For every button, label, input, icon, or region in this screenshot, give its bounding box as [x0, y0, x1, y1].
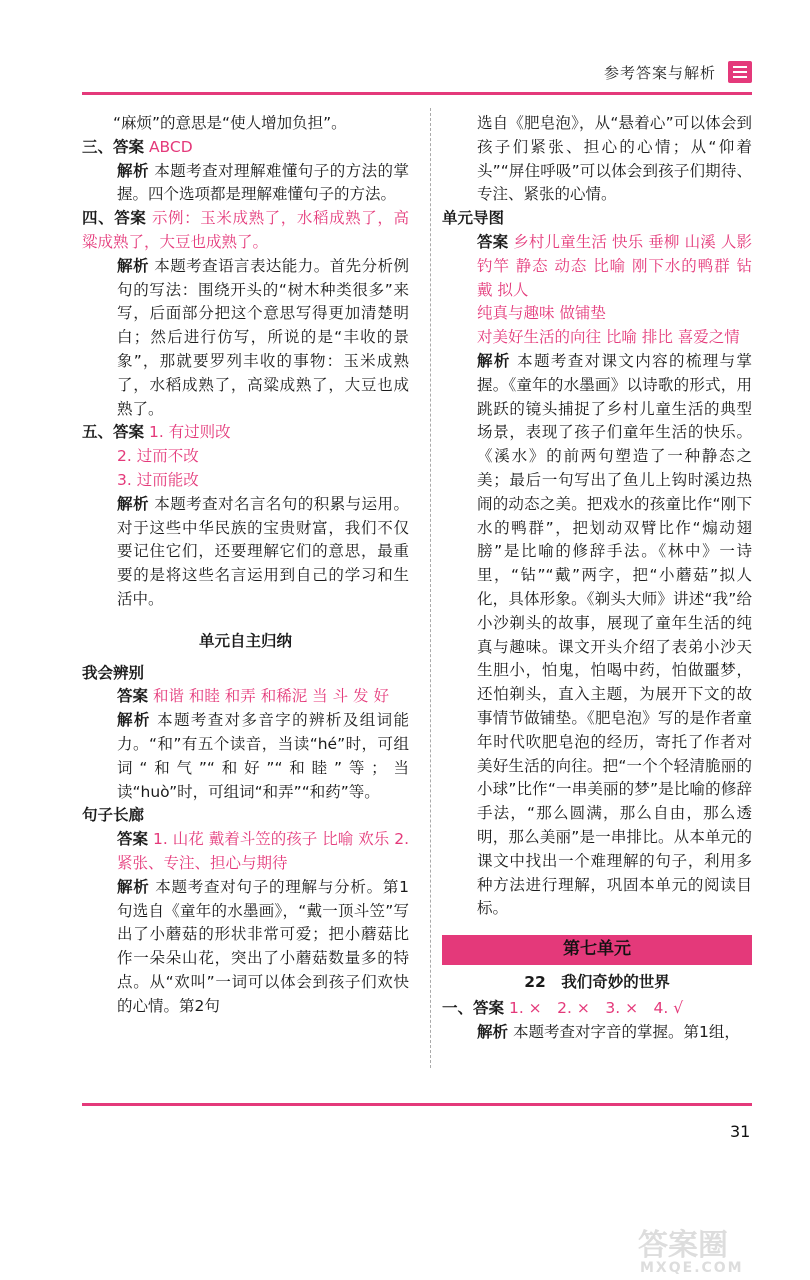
book-icon — [728, 61, 752, 83]
right-intro: 选自《肥皂泡》，从“悬着心”可以体会到孩子们紧张、担心的心情；从“仰着头”“屏住呼吸”可以体会到孩子们期待、专注、紧张的心情。 — [477, 114, 752, 204]
header-title: 参考答案与解析 — [604, 64, 717, 82]
q4-answer: 四、答案 示例：玉米成熟了，水稻成熟了，高粱成熟了，大豆也成熟了。 — [82, 209, 409, 251]
q3-analysis: 解析 本题考查对理解难懂句子的方法的掌握。四个选项都是理解难懂句子的方法。 — [117, 161, 409, 204]
q5-answer-2: 2. 过而不改 — [117, 447, 199, 466]
q5-answer: 五、答案 1. 有过则改 — [82, 423, 231, 442]
section-unit-map: 单元导图 — [442, 209, 505, 228]
map-analysis: 解析 本题考查对课文内容的梳理与掌握。《童年的水墨画》以诗歌的形式，用跳跃的镜头捕捉了乡村儿童生活的典型场景，表现了孩子们童年生活的快乐。《溪水》的前两句塑造了一种静态之美；最后一句写出了鱼儿上钩时溪边热闹的动态之美。把戏水的孩童比作“刚下水的鸭群”，把划动双臂比作“煽动翅膀”是比喻的修辞手法。《林中》一诗里，“钻”“戴”两字，把“小蘑菇”拟人化，具体形象。《剃头大师》讲述“我”给小沙剃头的故事，展现了童年生活的纯真与趣味。课文开头介绍了表弟小沙天生胆小，怕鬼，怕喝中药，怕做噩梦，还怕剃头，直入主题，为展开下文的故事情节做铺垫。《肥皂泡》写的是作者童年时代吹肥皂泡的经历，寄托了作者对美好生活的向往。把“一个个轻清脆丽的小球”比作“一串美丽的梦”是比喻的修辞手法，“那么圆满，那么自由，那么透明，那么美丽”是一串排比。从本单元的课文中找出一个难理解的句子，利用多种方法进行理解，巩固本单元的阅读目标。 — [477, 351, 752, 918]
lesson-q1-answer: 一、答案 1. × 2. × 3. × 4. √ — [442, 998, 684, 1017]
left-column — [82, 112, 409, 1018]
column-divider — [430, 108, 431, 1068]
section-wohuibianbie: 我会辨别 — [82, 663, 145, 682]
q4-analysis: 解析 本题考查语言表达能力。首先分析例句的写法：围绕开头的“树木种类很多”来写，后面部分把这个意思写得更加清楚明白；然后进行仿写，所说的是“丰收的景象”，那就要罗列丰收的事物：玉米成熟了，水稻成熟了，高粱成熟了，大豆也成熟了。 — [117, 256, 409, 418]
right-column — [442, 112, 752, 1044]
jz-analysis: 解析 本题考查对句子的理解与分析。第1句选自《童年的水墨画》，“戴一顶斗笠”写出了小蘑菇的形状非常可爱；把小蘑菇比作一朵朵山花，突出了小蘑菇数量多的特点。从“欢叫”一词可以体会到孩子们欢快的心情。第2句 — [117, 877, 409, 1015]
section-juzichanglang: 句子长廊 — [82, 806, 145, 825]
unit-7-banner — [442, 935, 752, 965]
map-answer: 答案 乡村儿童生活 快乐 垂柳 山溪 人影 钓竿 静态 动态 比喻 刚下水的鸭群 钻 戴 拟人 — [477, 232, 752, 299]
q5-analysis: 解析 本题考查对名言名句的积累与运用。对于这些中华民族的宝贵财富，我们不仅要记住它们，还要理解它们的意思，最重要的是将这些名言运用到自己的学习和生活中。 — [117, 494, 409, 608]
q5-answer-3: 3. 过而能改 — [117, 470, 199, 489]
lesson-q1-analysis: 解析 本题考查对字音的掌握。第1组， — [477, 1022, 740, 1041]
page-number: 31 — [730, 1122, 751, 1141]
left-intro: “麻烦”的意思是“使人增加负担”。 — [113, 114, 347, 132]
footer-rule — [82, 1103, 752, 1106]
watermark-logo: 答案圈 — [638, 1228, 728, 1263]
wh-answer: 答案 和谐 和睦 和弄 和稀泥 当 斗 发 好 — [117, 687, 389, 706]
lesson-title: 22 我们奇妙的世界 — [524, 973, 670, 992]
watermark-url: MXQE.COM — [640, 1260, 744, 1276]
unit-7-title: 第七单元 — [563, 939, 631, 960]
jz-answer: 答案 1. 山花 戴着斗笠的孩子 比喻 欢乐 2. 紧张、专注、担心与期待 — [117, 830, 409, 872]
q3-answer: 三、答案 ABCD — [82, 137, 193, 156]
map-answer-2: 纯真与趣味 做铺垫 — [477, 304, 606, 323]
unit-summary-heading: 单元自主归纳 — [198, 631, 292, 650]
map-answer-3: 对美好生活的向往 比喻 排比 喜爱之情 — [477, 328, 740, 347]
header-rule — [82, 92, 752, 95]
wh-analysis: 解析 本题考查对多音字的辨析及组词能力。“和”有五个读音，当读“hé”时，可组词“和气”“和好”“和睦”等；当读“huò”时，可组词“和弄”“和药”等。 — [117, 711, 409, 801]
